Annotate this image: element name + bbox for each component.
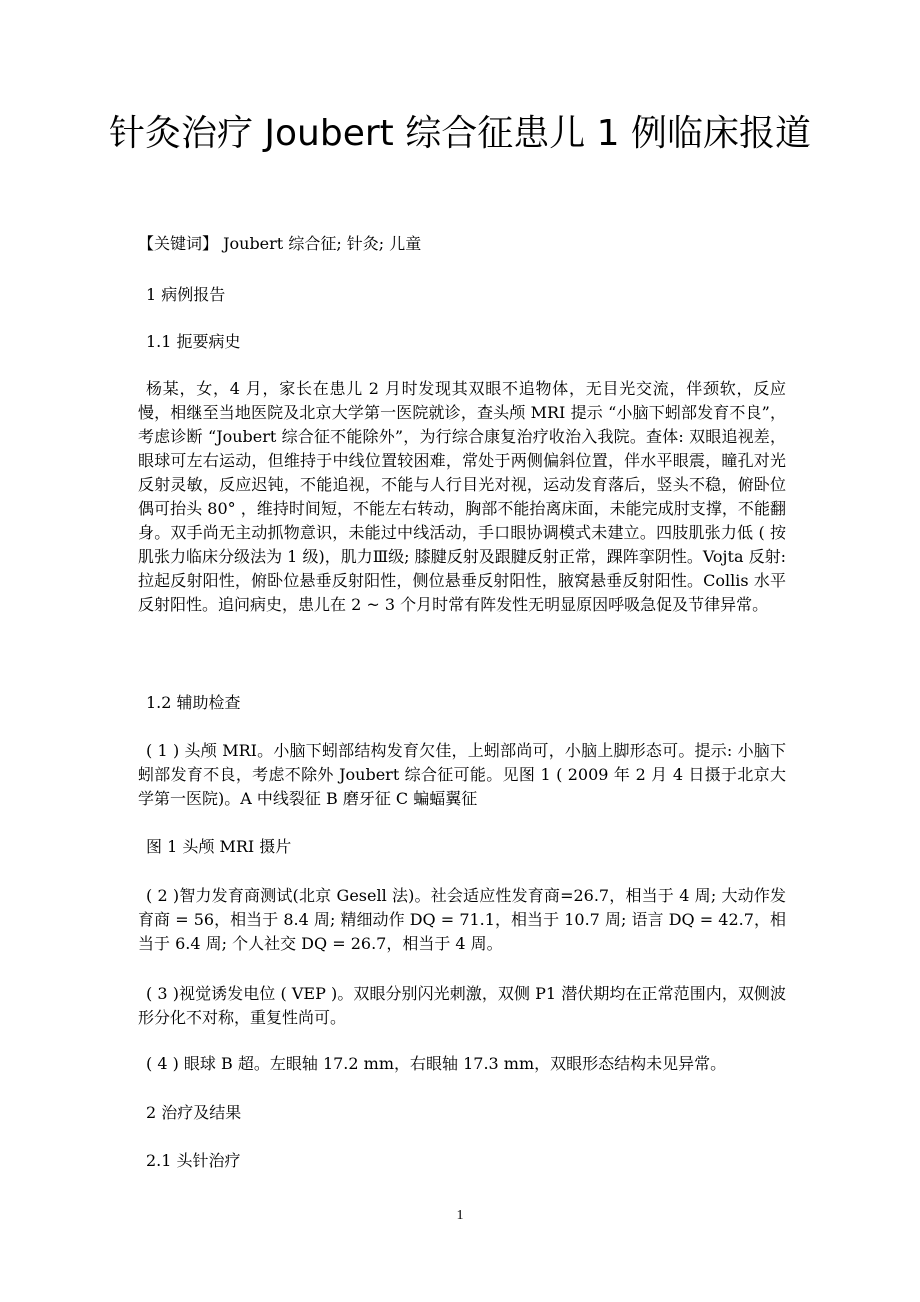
- section-heading-1-1: 1.1 扼要病史: [146, 332, 241, 351]
- section-heading-1: 1 病例报告: [146, 285, 226, 304]
- section-heading-2: 2 治疗及结果: [146, 1103, 242, 1122]
- keywords-line: 【关键词】 Joubert 综合征; 针灸; 儿童: [138, 234, 422, 253]
- history-paragraph: 杨某，女，4 月，家长在患儿 2 月时发现其双眼不追物体，无目光交流，伴颈软，反应慢，相继至当地医院及北京大学第一医院就诊，查头颅 MRI 提示 “小脑下蚓部发育不良”，考虑诊断 “Joubert 综合征不能除外”，为行综合康复治疗收治入我院。查体: 双眼追视差，眼球可左右运动，但维持于中线位置较困难，常处于两侧偏斜位置，伴水平眼震，瞳孔对光反射灵敏，反应迟钝，不能追视，不能与人行目光对视，运动发育落后，竖头不稳，俯卧位偶可抬头 80° ，维持时间短，不能左右转动，胸部不能抬离床面，未能完成肘支撑，不能翻身。双手尚无主动抓物意识，未能过中线活动，手口眼协调模式未建立。四肢肌张力低 ( 按肌张力临床分级法为 1 级)，肌力Ⅲ级; 膝腱反射及跟腱反射正常，踝阵挛阴性。Vojta 反射: 拉起反射阳性，俯卧位悬垂反射阳性，侧位悬垂反射阳性，腋窝悬垂反射阳性。Collis 水平反射阳性。追问病史，患儿在 2 ~ 3 个月时常有阵发性无明显原因呼吸急促及节律异常。: [138, 379, 786, 614]
- page-number: 1: [456, 1208, 464, 1223]
- figure-caption: 图 1 头颅 MRI 摄片: [146, 837, 292, 856]
- section-heading-1-2: 1.2 辅助检查: [146, 693, 241, 712]
- exam-gesell-paragraph: ( 2 )智力发育商测试(北京 Gesell 法)。社会适应性发育商=26.7，相当于 4 周; 大动作发育商 = 56，相当于 8.4 周; 精细动作 DQ = 71.1，相当于 10.7 周; 语言 DQ = 42.7，相当于 6.4 周; 个人社交 DQ = 26.7，相当于 4 周。: [138, 886, 786, 953]
- document-title: 针灸治疗 Joubert 综合征患儿 1 例临床报道: [108, 113, 812, 154]
- exam-bscan-paragraph: ( 4 ) 眼球 B 超。左眼轴 17.2 mm，右眼轴 17.3 mm，双眼形态结构未见异常。: [146, 1054, 727, 1073]
- exam-mri-paragraph: ( 1 ) 头颅 MRI。小脑下蚓部结构发育欠佳，上蚓部尚可，小脑上脚形态可。提示: 小脑下蚓部发育不良，考虑不除外 Joubert 综合征可能。见图 1 ( 2009 年 2 月 4 日摄于北京大学第一医院)。A 中线裂征 B 磨牙征 C 蝙蝠翼征: [138, 741, 786, 808]
- section-heading-2-1: 2.1 头针治疗: [146, 1151, 241, 1170]
- exam-vep-paragraph: ( 3 )视觉诱发电位 ( VEP )。双眼分别闪光刺激，双侧 P1 潜伏期均在正常范围内，双侧波形分化不对称，重复性尚可。: [138, 984, 786, 1027]
